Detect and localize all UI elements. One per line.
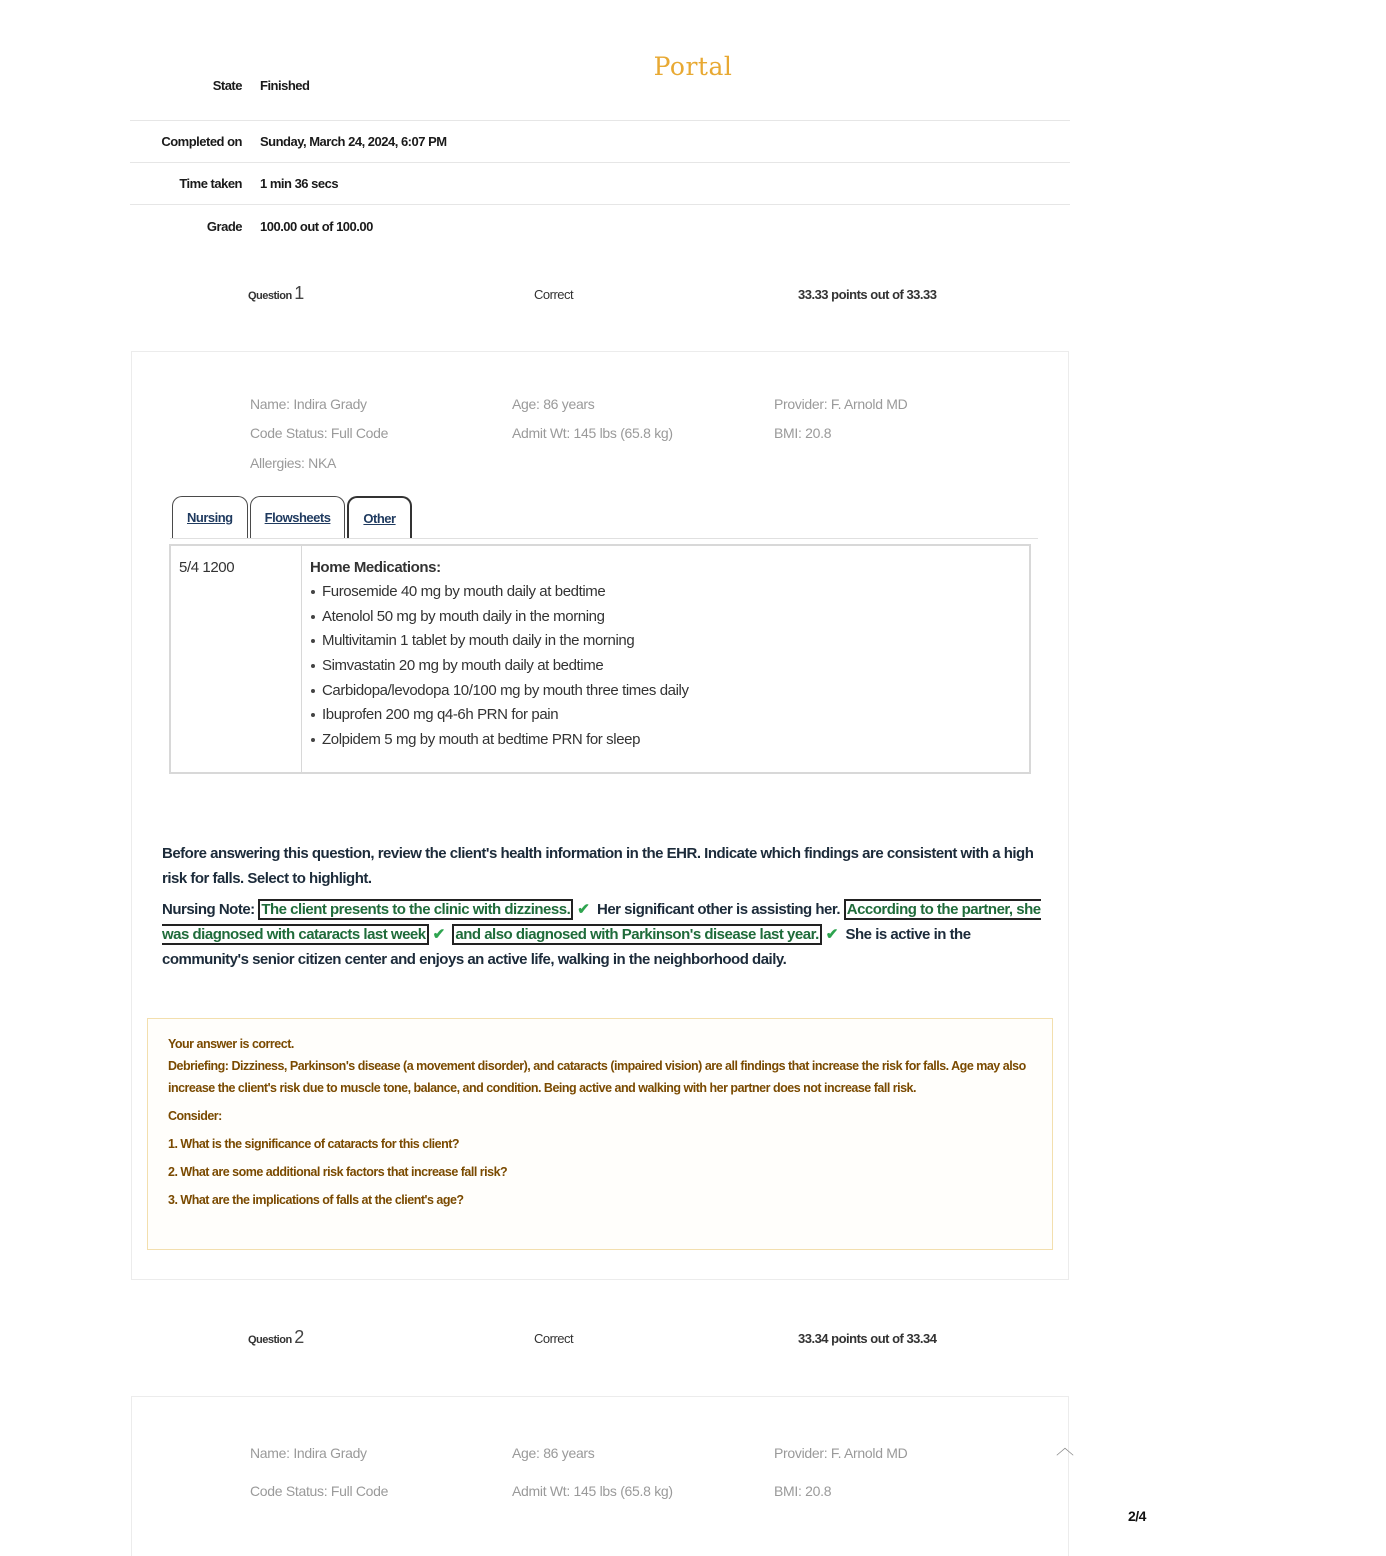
summary-row-grade bbox=[130, 205, 1070, 247]
medication-item: Furosemide 40 mg by mouth daily at bedtime bbox=[310, 579, 1021, 604]
portal-title: Portal bbox=[653, 52, 733, 81]
question-number: 1 bbox=[294, 283, 304, 303]
tab-other[interactable]: Other bbox=[347, 496, 411, 538]
ehr-table bbox=[169, 544, 1031, 774]
patient-age: Age: 86 years bbox=[512, 395, 595, 412]
feedback-correct: Your answer is correct. bbox=[168, 1037, 294, 1051]
debrief-text: Dizziness, Parkinson's disease (a movement disorder), and cataracts (impaired vision) are all findings that increase the risk for falls. Age may also increase the client's risk due to muscle tone, balance, and condition. Being active and walking with her partner does not increase fall risk. bbox=[168, 1059, 1026, 1095]
summary-label: Grade bbox=[206, 218, 242, 234]
patient-provider: Provider: F. Arnold MD bbox=[774, 395, 908, 412]
question-2-card bbox=[131, 1396, 1069, 1556]
check-icon: ✔ bbox=[577, 901, 590, 918]
consider-item: 2. What are some additional risk factors that increase fall risk? bbox=[168, 1165, 508, 1179]
patient-provider: Provider: F. Arnold MD bbox=[774, 1445, 908, 1461]
medication-item: Multivitamin 1 tablet by mouth daily in the morning bbox=[310, 628, 1021, 653]
question-points: 33.33 points out of 33.33 bbox=[798, 287, 937, 302]
page-number: 2/4 bbox=[1128, 1508, 1146, 1524]
patient-name: Name: Indira Grady bbox=[250, 395, 367, 412]
attempt-summary bbox=[130, 78, 1070, 247]
ehr-date: 5/4 1200 bbox=[171, 546, 302, 772]
check-icon: ✔ bbox=[432, 926, 445, 943]
patient-admit-weight: Admit Wt: 145 lbs (65.8 kg) bbox=[512, 425, 673, 442]
patient-bmi: BMI: 20.8 bbox=[774, 1483, 832, 1499]
medication-item: Simvastatin 20 mg by mouth daily at bedtime bbox=[310, 653, 1021, 678]
consider-item: 3. What are the implications of falls at the client's age? bbox=[168, 1193, 464, 1207]
patient-age: Age: 86 years bbox=[512, 1445, 595, 1461]
medication-item: Carbidopa/levodopa 10/100 mg by mouth three times daily bbox=[310, 678, 1021, 703]
summary-value: 100.00 out of 100.00 bbox=[260, 218, 373, 234]
feedback-consider: Consider: bbox=[168, 1109, 222, 1123]
patient-row bbox=[250, 1472, 1040, 1510]
medication-item: Atenolol 50 mg by mouth daily in the morning bbox=[310, 604, 1021, 629]
tab-nursing[interactable]: Nursing bbox=[172, 496, 248, 538]
chevron-up-icon[interactable]: ︿ bbox=[1056, 1438, 1074, 1458]
tab-flowsheets[interactable]: Flowsheets bbox=[250, 496, 346, 538]
medication-list bbox=[310, 579, 1021, 752]
question-number: 2 bbox=[294, 1327, 304, 1347]
medication-item: Ibuprofen 200 mg q4-6h PRN for pain bbox=[310, 702, 1021, 727]
summary-value: Finished bbox=[260, 78, 310, 93]
summary-value: 1 min 36 secs bbox=[260, 176, 339, 191]
question-2-header bbox=[248, 1327, 1068, 1348]
summary-row-state bbox=[130, 78, 1070, 121]
debrief-label: Debriefing: bbox=[168, 1059, 229, 1073]
patient-name: Name: Indira Grady bbox=[250, 1445, 367, 1461]
question-label-text: Question bbox=[248, 290, 292, 302]
patient-allergies: Allergies: NKA bbox=[250, 454, 337, 471]
ehr-content bbox=[302, 546, 1029, 772]
nursing-note-label: Nursing Note: bbox=[162, 901, 255, 918]
question-1-header bbox=[248, 283, 1068, 304]
question-prompt: Before answering this question, review the client's health information in the EHR. Indicate which findings are consistent with a high risk for falls. Select to highlight. bbox=[162, 845, 1034, 887]
summary-row-completed bbox=[130, 121, 1070, 163]
patient-bmi: BMI: 20.8 bbox=[774, 425, 832, 442]
summary-label: State bbox=[212, 78, 242, 93]
patient-row bbox=[250, 448, 1040, 478]
nursing-note bbox=[162, 897, 1042, 972]
question-label-text: Question bbox=[248, 1334, 292, 1346]
patient-info bbox=[250, 389, 1040, 478]
summary-label: Completed on bbox=[161, 134, 242, 149]
patient-code-status: Code Status: Full Code bbox=[250, 425, 389, 442]
summary-label: Time taken bbox=[179, 176, 242, 191]
note-text[interactable]: She is active in the community's senior citizen center and enjoys an active life, walking in the neighborhood daily. bbox=[162, 926, 971, 968]
highlight-option-cataracts[interactable]: According to the partner, she was diagnosed with cataracts last week bbox=[162, 901, 1041, 943]
patient-info bbox=[250, 1434, 1040, 1510]
tab-divider bbox=[170, 538, 1038, 539]
check-icon: ✔ bbox=[825, 926, 838, 943]
summary-row-time bbox=[130, 163, 1070, 205]
patient-row bbox=[250, 419, 1040, 449]
medication-item: Zolpidem 5 mg by mouth at bedtime PRN for sleep bbox=[310, 727, 1021, 752]
summary-value: Sunday, March 24, 2024, 6:07 PM bbox=[260, 134, 447, 149]
ehr-heading: Home Medications: bbox=[310, 559, 441, 576]
question-label bbox=[248, 1327, 534, 1348]
patient-code-status: Code Status: Full Code bbox=[250, 1483, 389, 1499]
patient-row bbox=[250, 1434, 1040, 1472]
question-state: Correct bbox=[534, 1331, 574, 1346]
patient-admit-weight: Admit Wt: 145 lbs (65.8 kg) bbox=[512, 1483, 673, 1499]
question-state: Correct bbox=[534, 287, 574, 302]
feedback-debrief bbox=[168, 1055, 1032, 1099]
highlight-option-dizziness[interactable]: The client presents to the clinic with dizziness. bbox=[258, 899, 573, 920]
feedback-box bbox=[147, 1018, 1053, 1250]
question-points: 33.34 points out of 33.34 bbox=[798, 1331, 937, 1346]
question-label bbox=[248, 283, 534, 304]
patient-row bbox=[250, 389, 1040, 419]
question-1-card bbox=[131, 351, 1069, 1280]
ehr-tabs bbox=[172, 496, 412, 538]
consider-item: 1. What is the significance of cataracts for this client? bbox=[168, 1137, 460, 1151]
note-text[interactable]: Her significant other is assisting her. bbox=[597, 901, 841, 918]
highlight-option-parkinsons[interactable]: and also diagnosed with Parkinson's disease last year. bbox=[452, 924, 821, 945]
